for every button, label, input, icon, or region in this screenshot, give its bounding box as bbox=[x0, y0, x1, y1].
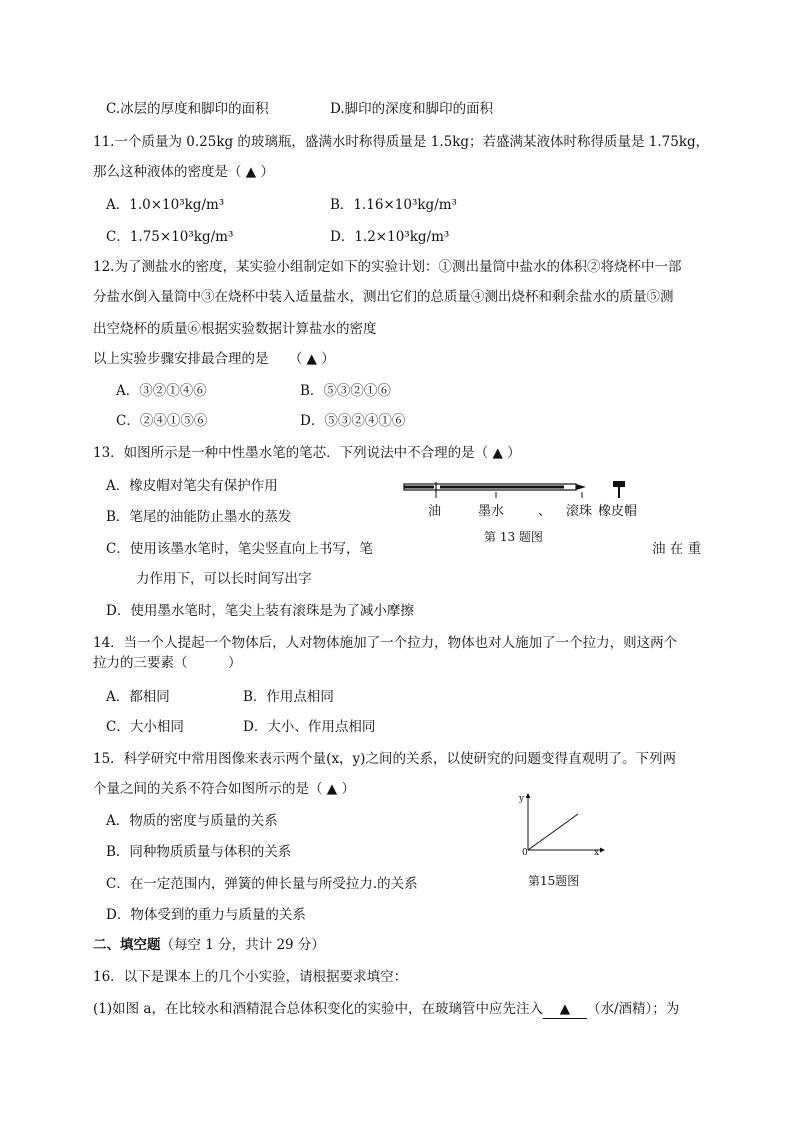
q15-graph-figure bbox=[516, 790, 606, 860]
q11-option-a: A．1.0×10³kg/m³ bbox=[106, 197, 225, 213]
q12-stem-line4: 以上实验步骤安排最合理的是 （ ▲ ） bbox=[93, 351, 335, 367]
q14-option-d: D．大小、作用点相同 bbox=[243, 719, 376, 735]
q12-stem-line1: 12.为了测盐水的密度，某实验小组制定如下的实验计划：①测出量筒中盐水的体积②将烧杯中一部 bbox=[93, 259, 682, 275]
q12-option-a: A．③②①④⑥ bbox=[116, 383, 207, 399]
section-2-note: （每空 1 分，共计 29 分） bbox=[160, 937, 325, 953]
q14-option-a: A．都相同 bbox=[106, 689, 170, 705]
q10-option-c: C.冰层的厚度和脚印的面积 bbox=[106, 101, 269, 117]
q14-stem-line2: 拉力的三要素（ ） bbox=[93, 655, 242, 671]
q11-option-d: D．1.2×10³kg/m³ bbox=[330, 229, 450, 245]
q11-option-c: C．1.75×10³kg/m³ bbox=[106, 229, 234, 245]
q16-sub1-text: (1)如图 a，在比较水和酒精混合总体积变化的实验中，在玻璃管中应先注入 bbox=[93, 1001, 543, 1017]
section-2-heading bbox=[93, 936, 325, 954]
q11-option-b: B．1.16×10³kg/m³ bbox=[330, 197, 457, 213]
q15-option-b: B．同种物质质量与体积的关系 bbox=[106, 844, 292, 860]
q15-option-c: C．在一定范围内，弹簧的伸长量与所受拉力.的关系 bbox=[106, 876, 418, 892]
proportional-line bbox=[528, 814, 578, 850]
q12-option-b: B．⑤③②①⑥ bbox=[300, 383, 391, 399]
q15-graph-x-label: x bbox=[594, 848, 600, 858]
q15-figure-caption: 第15题图 bbox=[528, 874, 580, 888]
q14-option-c: C．大小相同 bbox=[106, 719, 184, 735]
pen-tip bbox=[576, 484, 586, 490]
q15-stem-line1: 15．科学研究中常用图像来表示两个量(x，y)之间的关系，以使研究的问题变得直观明了。下列两 bbox=[93, 751, 676, 767]
q14-stem-line1: 14．当一个人提起一个物体后，人对物体施加了一个拉力，物体也对人施加了一个拉力，则这两个 bbox=[93, 635, 678, 651]
q12-stem-line2: 分盐水倒入量筒中③在烧杯中装入适量盐水，测出它们的总质量④测出烧杯和剩余盐水的质量⑤测 bbox=[93, 289, 674, 305]
y-axis-arrow bbox=[526, 793, 531, 798]
q15-stem-line2: 个量之间的关系不符合如图所示的是（ ▲ ） bbox=[93, 781, 355, 797]
q12-stem-line3: 出空烧杯的质量⑥根据实验数据计算盐水的密度 bbox=[93, 321, 377, 337]
q13-option-c-line2: 力作用下，可以长时间写出字 bbox=[136, 571, 312, 587]
q13-option-b: B．笔尾的油能防止墨水的蒸发 bbox=[106, 509, 292, 525]
q13-stem: 13．如图所示是一种中性墨水笔的笔芯．下列说法中不合理的是（ ▲ ） bbox=[93, 445, 521, 461]
q16-sub1 bbox=[93, 1000, 679, 1019]
q13-label-cap: 橡皮帽 bbox=[598, 504, 638, 519]
q13-option-a: A．橡皮帽对笔尖有保护作用 bbox=[106, 478, 278, 494]
q16-sub1-tail: （水/酒精）；为 bbox=[586, 1001, 680, 1017]
q12-option-c: C．②④①⑤⑥ bbox=[116, 413, 208, 429]
q13-label-ink: 墨水 bbox=[478, 504, 505, 519]
q10-option-d: D.脚印的深度和脚印的面积 bbox=[330, 101, 494, 117]
q14-option-b: B．作用点相同 bbox=[243, 689, 334, 705]
q13-option-d: D．使用墨水笔时，笔尖上装有滚珠是为了减小摩擦 bbox=[106, 603, 414, 619]
x-axis-arrow bbox=[600, 848, 605, 853]
q15-graph-y-label: y bbox=[519, 794, 525, 804]
q15-option-a: A．物质的密度与质量的关系 bbox=[106, 813, 278, 829]
q15-option-d: D．物体受到的重力与质量的关系 bbox=[106, 907, 306, 923]
q16-sub1-blank[interactable]: ▲ bbox=[543, 1000, 587, 1019]
rubber-cap bbox=[613, 481, 625, 487]
q13-figure-caption: 第 13 题图 bbox=[484, 530, 543, 544]
ink-section bbox=[440, 486, 564, 489]
q13-label-dot: 、 bbox=[538, 504, 552, 519]
q15-graph-origin: 0 bbox=[522, 848, 528, 858]
q13-option-c-tail: 油 在 重 bbox=[652, 541, 702, 557]
q13-label-oil: 油 bbox=[428, 504, 442, 519]
q12-option-d: D．⑤③②④①⑥ bbox=[300, 413, 406, 429]
q11-stem-line1: 11.一个质量为 0.25kg 的玻璃瓶，盛满水时称得质量是 1.5kg；若盛满某液体时称得质量是 1.75kg， bbox=[93, 134, 710, 150]
q16-stem: 16．以下是课本上的几个小实验，请根据要求填空： bbox=[93, 969, 408, 985]
q13-option-c-line1: C．使用该墨水笔时，笔尖竖直向上书写，笔 bbox=[106, 541, 373, 557]
q13-label-ball: 滚珠 bbox=[566, 504, 593, 519]
section-2-title: 二、填空题 bbox=[93, 937, 161, 953]
oil-section bbox=[404, 486, 434, 489]
q11-stem-line2: 那么这种液体的密度是（ ▲ ） bbox=[93, 164, 274, 180]
